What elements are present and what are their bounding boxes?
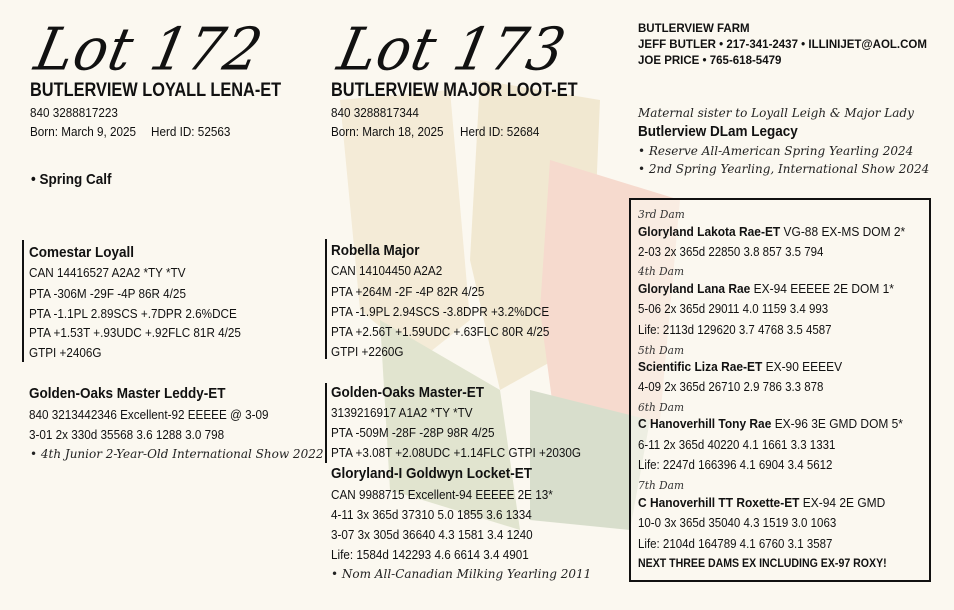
lot-172-spring-calf: • Spring Calf xyxy=(31,171,112,188)
lot-173-sire-bar xyxy=(325,239,327,359)
dam6-classification: EX-96 3E GMD DOM 5* xyxy=(771,416,903,431)
farm-contact-joe: JOE PRICE • 765-618-5479 xyxy=(638,55,782,67)
lot-173-granddam-line: 3-07 3x 305d 36640 4.3 1581 3.4 1240 xyxy=(331,527,533,542)
lot-173-granddam-line: Life: 1584d 142293 4.6 6614 3.4 4901 xyxy=(331,547,529,562)
lot-172-sire-bar xyxy=(22,240,24,362)
maternal-sister-award: • 2nd Spring Yearling, International Show 2024 xyxy=(638,162,930,176)
dam6-name: C Hanoverhill Tony Rae xyxy=(638,416,772,431)
lot-173-born: Born: March 18, 2025 xyxy=(331,124,444,139)
lot-173-dam-line: PTA +3.08T +2.08UDC +1.14FLC GTPI +2030G xyxy=(331,445,581,460)
dam7-label: 7th Dam xyxy=(638,478,684,492)
dam7-name: C Hanoverhill TT Roxette-ET xyxy=(638,495,800,510)
pedigree-footer: NEXT THREE DAMS EX INCLUDING EX-97 ROXY! xyxy=(638,558,887,570)
lot-173-dam-bar xyxy=(325,383,327,463)
lot-172-dam-name: Golden-Oaks Master Leddy-ET xyxy=(29,385,226,402)
lot-172-dam-line: 3-01 2x 330d 35568 3.6 1288 3.0 798 xyxy=(29,427,225,442)
lot-172-born: Born: March 9, 2025 xyxy=(30,124,137,139)
dam5-record: 4-09 2x 365d 26710 2.9 786 3.3 878 xyxy=(638,380,824,394)
maternal-sister-award: • Reserve All-American Spring Yearling 2024 xyxy=(638,144,914,158)
lot-173-granddam-award: • Nom All-Canadian Milking Yearling 2011 xyxy=(331,567,592,581)
lot-172-herd-id: Herd ID: 52563 xyxy=(151,124,231,139)
dam7-name-line xyxy=(638,494,885,512)
lot-172-sire-line: CAN 14416527 A2A2 *TY *TV xyxy=(29,265,186,280)
dam3-name-line xyxy=(638,223,905,241)
lot-173-registration: 840 3288817344 xyxy=(331,105,419,120)
dam3-name: Gloryland Lakota Rae-ET xyxy=(638,224,781,239)
lot-172-sire-line: PTA -1.1PL 2.89SCS +.7DPR 2.6%DCE xyxy=(29,306,237,321)
dam3-record: 2-03 2x 365d 22850 3.8 857 3.5 794 xyxy=(638,245,824,259)
lot-172-sire-line: PTA +1.53T +.93UDC +.92FLC 81R 4/25 xyxy=(29,325,241,340)
maternal-sister-intro: Maternal sister to Loyall Leigh & Major Lady xyxy=(638,106,914,120)
farm-name: BUTLERVIEW FARM xyxy=(638,23,750,35)
dam6-name-line xyxy=(638,415,903,433)
dam4-label: 4th Dam xyxy=(638,264,684,278)
dam4-classification: EX-94 EEEEE 2E DOM 1* xyxy=(750,281,894,296)
dam5-name-line xyxy=(638,358,842,376)
lot-173-granddam-line: CAN 9988715 Excellent-94 EEEEE 2E 13* xyxy=(331,487,553,502)
lot-172-animal-name: BUTLERVIEW LOYALL LENA-ET xyxy=(30,80,282,101)
dam3-classification: VG-88 EX-MS DOM 2* xyxy=(780,224,906,239)
lot-173-sire-line: PTA +2.56T +1.59UDC +.63FLC 80R 4/25 xyxy=(331,324,550,339)
lot-172-heading: Lot 172 xyxy=(29,15,269,85)
dam4-record: 5-06 2x 365d 29011 4.0 1159 3.4 993 xyxy=(638,302,829,316)
dam5-name: Scientific Liza Rae-ET xyxy=(638,359,763,374)
farm-contact-jeff: JEFF BUTLER • 217-341-2437 • ILLINIJET@AOL.COM xyxy=(638,39,927,51)
lot-173-herd-id: Herd ID: 52684 xyxy=(460,124,540,139)
dam6-lifetime: Life: 2247d 166396 4.1 6904 3.4 5612 xyxy=(638,458,833,472)
lot-173-sire-line: GTPI +2260G xyxy=(331,344,404,359)
lot-173-heading: Lot 173 xyxy=(332,15,572,85)
dam7-record: 10-0 3x 365d 35040 4.3 1519 3.0 1063 xyxy=(638,516,837,530)
lot-172-dam-award: • 4th Junior 2-Year-Old International Show 2022 xyxy=(30,447,324,461)
lot-173-sire-line: PTA +264M -2F -4P 82R 4/25 xyxy=(331,284,485,299)
lot-173-dam-line: PTA -509M -28F -28P 98R 4/25 xyxy=(331,425,495,440)
dam6-label: 6th Dam xyxy=(638,400,684,414)
lot-172-sire-line: PTA -306M -29F -4P 86R 4/25 xyxy=(29,286,186,301)
lot-173-dam-line: 3139216917 A1A2 *TY *TV xyxy=(331,405,473,420)
dam4-lifetime: Life: 2113d 129620 3.7 4768 3.5 4587 xyxy=(638,323,832,337)
lot-173-sire-line: PTA -1.9PL 2.94SCS -3.8DPR +3.2%DCE xyxy=(331,304,550,319)
dam6-record: 6-11 2x 365d 40220 4.1 1661 3.3 1331 xyxy=(638,438,836,452)
lot-172-registration: 840 3288817223 xyxy=(30,105,118,120)
dam5-classification: EX-90 EEEEV xyxy=(762,359,843,374)
lot-172-sire-name: Comestar Loyall xyxy=(29,244,135,261)
lot-173-sire-line: CAN 14104450 A2A2 xyxy=(331,263,443,278)
dam3-label: 3rd Dam xyxy=(638,207,685,221)
lot-173-dam-name: Golden-Oaks Master-ET xyxy=(331,384,485,401)
dam7-classification: EX-94 2E GMD xyxy=(799,495,886,510)
lot-173-sire-name: Robella Major xyxy=(331,242,420,259)
maternal-sister-name: Butlerview DLam Legacy xyxy=(638,123,798,140)
lot-173-granddam-name: Gloryland-I Goldwyn Locket-ET xyxy=(331,465,533,482)
dam4-name: Gloryland Lana Rae xyxy=(638,281,751,296)
lot-173-granddam-line: 4-11 3x 365d 37310 5.0 1855 3.6 1334 xyxy=(331,507,532,522)
lot-172-sire-line: GTPI +2406G xyxy=(29,345,102,360)
lot-172-dam-line: 840 3213442346 Excellent-92 EEEEE @ 3-09 xyxy=(29,407,269,422)
dam5-label: 5th Dam xyxy=(638,343,684,357)
dam7-lifetime: Life: 2104d 164789 4.1 6760 3.1 3587 xyxy=(638,537,833,551)
lot-173-animal-name: BUTLERVIEW MAJOR LOOT-ET xyxy=(331,80,578,101)
dam4-name-line xyxy=(638,280,894,298)
